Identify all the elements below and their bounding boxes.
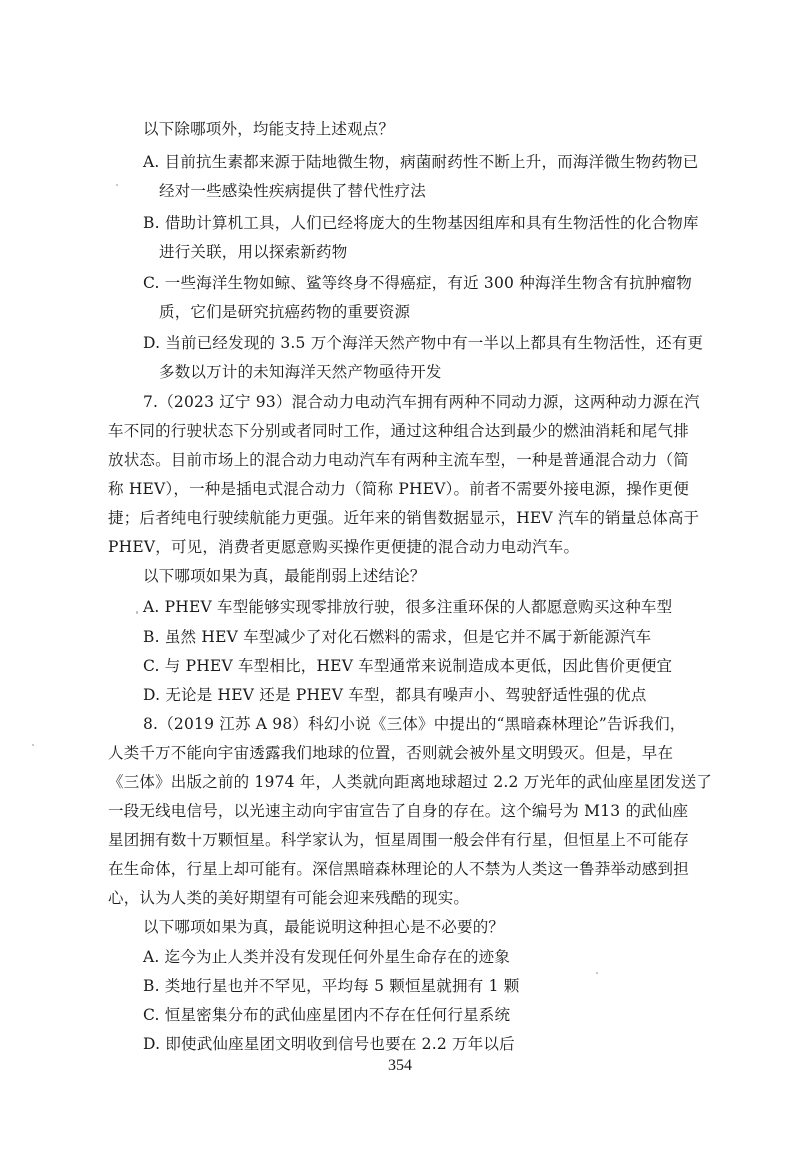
option-c-line-2: 质，它们是研究抗癌药物的重要资源 [159, 303, 411, 321]
q7-stem-line-4: 称 HEV），一种是插电式混合动力（简称 PHEV）。前者不需要外接电源，操作更便 [108, 480, 690, 498]
q8-option-c: C. 恒星密集分布的武仙座星团内不存在任何行星系统 [143, 1006, 511, 1024]
scan-speck [116, 184, 118, 186]
q7-stem-line-2: 车不同的行驶状态下分别或者同时工作，通过这种组合达到最少的燃油消耗和尾气排 [108, 422, 689, 440]
q8-stem-line-2: 人类千万不能向宇宙透露我们地球的位置，否则就会被外星文明毁灭。但是，早在 [108, 744, 674, 762]
q8-stem-line-7: 心，认为人类的美好期望有可能会迎来残酷的现实。 [108, 889, 470, 907]
q8-stem-line-1: 8.（2019 江苏 A 98）科幻小说《三体》中提出的“黑暗森林理论”告诉我们， [143, 715, 686, 733]
scan-speck [32, 744, 34, 746]
q7-option-c: C. 与 PHEV 车型相比，HEV 车型通常来说制造成本更低，因此售价更便宜 [143, 657, 673, 675]
q8-stem-line-4: 一段无线电信号，以光速主动向宇宙宣告了自身的存在。这个编号为 M13 的武仙座 [108, 802, 689, 820]
q7-stem-line-5: 捷；后者纯电行驶续航能力更强。近年来的销售数据显示，HEV 汽车的销量总体高于 [108, 509, 700, 527]
question-prompt: 以下除哪项外，均能支持上述观点？ [143, 120, 395, 138]
option-b-line-2: 进行关联，用以探索新药物 [159, 243, 348, 261]
q8-stem-line-6: 在生命体，行星上却可能有。深信黑暗森林理论的人不禁为人类这一鲁莽举动感到担 [108, 860, 689, 878]
q7-prompt: 以下哪项如果为真，最能削弱上述结论？ [143, 567, 426, 585]
q7-stem-line-6: PHEV，可见，消费者更愿意购买操作更便捷的混合动力电动汽车。 [108, 538, 580, 556]
q8-option-b: B. 类地行星也并不罕见，平均每 5 颗恒星就拥有 1 颗 [143, 977, 520, 995]
option-d-line-2: 多数以万计的未知海洋天然产物亟待开发 [159, 363, 442, 381]
option-b-line-1: B. 借助计算机工具，人们已经将庞大的生物基因组库和具有生物活性的化合物库 [143, 214, 699, 232]
q8-option-a: A. 迄今为止人类并没有发现任何外星生命存在的迹象 [143, 948, 511, 966]
q7-stem-line-1: 7.（2023 辽宁 93）混合动力电动汽车拥有两种不同动力源，这两种动力源在汽 [143, 393, 700, 411]
scan-speck [596, 972, 598, 974]
q7-option-d: D. 无论是 HEV 还是 PHEV 车型，都具有噪声小、驾驶舒适性强的优点 [143, 686, 647, 704]
option-d-line-1: D. 当前已经发现的 3.5 万个海洋天然产物中有一半以上都具有生物活性，还有更 [143, 334, 704, 352]
q7-stem-line-3: 放状态。目前市场上的混合动力电动汽车有两种主流车型，一种是普通混合动力（简 [108, 451, 689, 469]
page-number: 354 [388, 1057, 412, 1074]
q8-prompt: 以下哪项如果为真，最能说明这种担心是不必要的？ [143, 918, 505, 936]
q8-stem-line-5: 星团拥有数十万颗恒星。科学家认为，恒星周围一般会伴有行星，但恒星上不可能存 [108, 831, 689, 849]
scan-speck [136, 611, 138, 614]
q8-option-d: D. 即使武仙座星团文明收到信号也要在 2.2 万年以后 [143, 1035, 515, 1053]
option-c-line-1: C. 一些海洋生物如鲸、鲨等终身不得癌症，有近 300 种海洋生物含有抗肿瘤物 [143, 274, 692, 292]
q8-stem-line-3: 《三体》出版之前的 1974 年，人类就向距离地球超过 2.2 万光年的武仙座星团发送了 [108, 773, 713, 791]
option-a-line-2: 经对一些感染性疾病提供了替代性疗法 [159, 182, 426, 200]
q7-option-a: A. PHEV 车型能够实现零排放行驶，很多注重环保的人都愿意购买这种车型 [143, 598, 673, 616]
option-a-line-1: A. 目前抗生素都来源于陆地微生物，病菌耐药性不断上升，而海洋微生物药物已 [143, 153, 699, 171]
q7-option-b: B. 虽然 HEV 车型减少了对化石燃料的需求，但是它并不属于新能源汽车 [143, 628, 652, 646]
